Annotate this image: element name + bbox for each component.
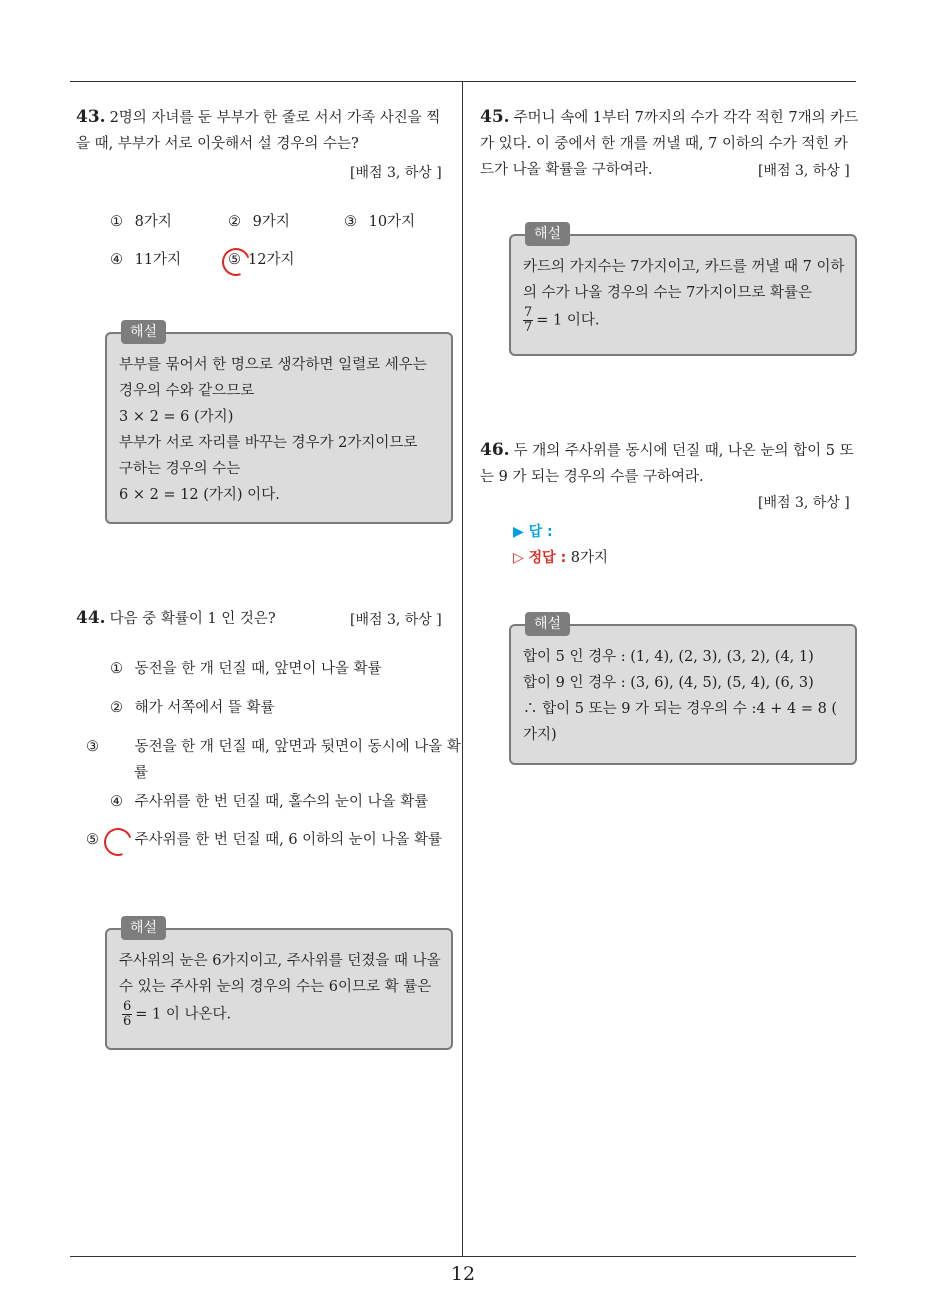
- fraction: $\frac{6}{6}$: [123, 999, 132, 1029]
- page-number: 12: [450, 1263, 476, 1285]
- choice-3[interactable]: ③ 10가지: [344, 214, 416, 230]
- explanation-tag: 해설: [525, 222, 570, 246]
- question-meta: [배점 3, 하상 ]: [350, 165, 442, 181]
- question-text: 다음 중 확률이 1 인 것은?: [109, 611, 276, 627]
- question-number: 46.: [480, 440, 510, 460]
- explanation-box: 해설 부부를 묶어서 한 명으로 생각하면 일렬로 세우는 경우의 수와 같으므로 3 × 2 = 6 (가지) 부부가 서로 자리를 바꾸는 경우가 2가지이므로 구하는 경우의 수는 6 × 2 = 12 (가지) 이다.: [105, 332, 453, 524]
- correct-answer-line: ▷ 정답 : 8가지: [513, 550, 609, 566]
- selected-answer-circle: [99, 823, 136, 860]
- fraction: $\frac{7}{7}$: [524, 305, 533, 335]
- choice-4[interactable]: ④ 11가지: [110, 252, 182, 268]
- question-meta: [배점 3, 하상 ]: [758, 163, 850, 179]
- question-meta: [배점 3, 하상 ]: [758, 495, 850, 511]
- explanation-box: 해설 합이 5 인 경우 : (1, 4), (2, 3), (3, 2), (4, 1) 합이 9 인 경우 : (3, 6), (4, 5), (5, 4), (6, 3) ∴ 합이 5 또는 9 가 되는 경우의 수 :4 + 4 = 8 ( 가지): [509, 624, 857, 765]
- choice-5[interactable]: ⑤ 주사위를 한 번 던질 때, 6 이하의 눈이 나올 확률: [110, 827, 472, 853]
- top-rule: [70, 81, 856, 82]
- choice-3[interactable]: ③ 동전을 한 개 던질 때, 앞면과 뒷면이 동시에 나올 확률: [86, 739, 461, 781]
- question-text: 두 개의 주사위를 동시에 던질 때, 나온 눈의 합이 5 또는 9 가 되는 경우의 수를 구하여라.: [480, 443, 854, 485]
- explanation-box: 해설 카드의 가지수는 7가지이고, 카드를 꺼낼 때 7 이하의 수가 나올 경우의 수는 7가지이므로 확률은 $\frac{7}{7}$ = 1 이다.: [509, 234, 857, 356]
- choice-2[interactable]: ② 9가지: [228, 214, 290, 230]
- selected-answer-circle: [217, 243, 254, 280]
- column-divider: [462, 82, 463, 1256]
- question-46: [480, 437, 860, 490]
- answer-line: ▶ 답 :: [513, 524, 553, 540]
- choice-1[interactable]: ① 8가지: [110, 214, 172, 230]
- question-text: 2명의 자녀를 둔 부부가 한 줄로 서서 가족 사진을 찍을 때, 부부가 서로 이웃해서 설 경우의 수는?: [76, 110, 441, 152]
- question-number: 44.: [76, 608, 106, 628]
- choice-4[interactable]: ④ 주사위를 한 번 던질 때, 홀수의 눈이 나올 확률: [110, 794, 429, 810]
- explanation-box: 해설 주사위의 눈은 6가지이고, 주사위를 던졌을 때 나올 수 있는 주사위 눈의 경우의 수는 6이므로 확 률은 $\frac{6}{6}$ = 1 이 나온다.: [105, 928, 453, 1050]
- choice-2[interactable]: ② 해가 서쪽에서 뜰 확률: [110, 700, 275, 716]
- explanation-tag: 해설: [121, 320, 166, 344]
- choice-1[interactable]: ① 동전을 한 개 던질 때, 앞면이 나올 확률: [110, 661, 382, 677]
- question-44: [76, 605, 356, 632]
- question-number: 45.: [480, 107, 510, 127]
- question-text: 주머니 속에 1부터 7까지의 수가 각각 적힌 7개의 카드가 있다. 이 중에서 한 개를 꺼낼 때, 7 이하의 수가 적힌 카드가 나올 확률을 구하여라.: [480, 110, 859, 178]
- question-meta: [배점 3, 하상 ]: [350, 612, 442, 628]
- explanation-tag: 해설: [121, 916, 166, 940]
- explanation-tag: 해설: [525, 612, 570, 636]
- question-number: 43.: [76, 107, 106, 127]
- choice-5[interactable]: ⑤ 12가지: [228, 247, 294, 273]
- question-43: [76, 104, 454, 157]
- bottom-rule: [70, 1256, 856, 1257]
